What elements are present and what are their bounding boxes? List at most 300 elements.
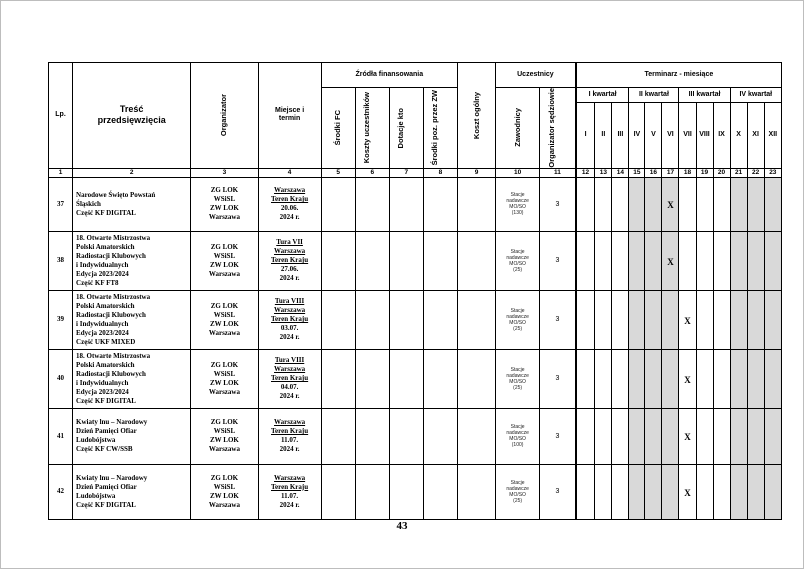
column-number: 12 — [576, 168, 595, 177]
zawodnicy-line: nadawcze — [506, 198, 529, 205]
organizator-line: ZG LOK — [210, 186, 239, 195]
month-cell-1 — [576, 349, 595, 408]
column-number: 9 — [457, 168, 495, 177]
zawodnicy-line: Stacje — [510, 192, 525, 199]
empty-cell — [457, 231, 495, 290]
row-sedziowie: 3 — [540, 464, 576, 519]
empty-cell — [355, 464, 389, 519]
organizator-line: ZW LOK — [209, 260, 239, 269]
column-number: 21 — [730, 168, 747, 177]
empty-cell — [423, 349, 457, 408]
column-number: 6 — [355, 168, 389, 177]
column-number: 1 — [49, 168, 73, 177]
month-cell-8 — [696, 408, 713, 464]
row-zawodnicy — [496, 231, 540, 290]
empty-cell — [423, 290, 457, 349]
column-number: 11 — [540, 168, 576, 177]
organizator-line: ZW LOK — [209, 378, 239, 387]
month-cell-4 — [629, 290, 645, 349]
column-number: 22 — [747, 168, 764, 177]
schedule-mark: X — [684, 487, 691, 498]
month-cell-9 — [713, 464, 730, 519]
tresc-line: Radiostacji Klubowych — [76, 310, 146, 319]
zawodnicy-line: Stacje — [510, 479, 525, 486]
month-cell-5 — [645, 408, 662, 464]
month-cell-8 — [696, 290, 713, 349]
miejsce-line: Teren Kraju — [271, 315, 309, 324]
month-cell-1 — [576, 177, 595, 231]
empty-cell — [321, 349, 355, 408]
header-zawodnicy: Zawodnicy — [496, 88, 540, 169]
header-month-4: IV — [629, 103, 645, 168]
page-number: 43 — [396, 520, 408, 532]
zawodnicy-line: Stacje — [510, 307, 525, 314]
tresc-line: Śląskich — [76, 199, 101, 208]
header-quarter-3: III kwartał — [679, 88, 730, 103]
tresc-line: Polski Amatorskich — [76, 301, 135, 310]
column-number: 19 — [696, 168, 713, 177]
month-cell-8 — [696, 349, 713, 408]
month-cell-4 — [629, 231, 645, 290]
header-quarter-2: II kwartał — [629, 88, 679, 103]
header-srodki-fc: Środki FC — [321, 88, 355, 169]
empty-cell — [423, 231, 457, 290]
month-cell-5 — [645, 231, 662, 290]
empty-cell — [423, 408, 457, 464]
header-zrodla: Źródła finansowania — [321, 63, 457, 88]
header-koszt-ogolny: Koszt ogólny — [457, 63, 495, 169]
organizator-line: Warszawa — [208, 500, 240, 509]
miejsce-line: Warszawa — [274, 186, 306, 195]
row-lp: 37 — [49, 177, 73, 231]
organizator-line: Warszawa — [208, 445, 240, 454]
month-cell-4 — [629, 349, 645, 408]
row-tresc — [73, 231, 191, 290]
miejsce-line: Warszawa — [274, 306, 306, 315]
empty-cell — [321, 177, 355, 231]
column-number: 8 — [423, 168, 457, 177]
miejsce-line: 2024 r. — [279, 392, 300, 401]
organizator-line: Warszawa — [208, 328, 240, 337]
column-number: 4 — [258, 168, 321, 177]
organizator-line: WSiSL — [213, 195, 236, 204]
empty-cell — [457, 177, 495, 231]
tresc-line: Część KF DIGITAL — [76, 208, 136, 217]
tresc-line: i Indywidualnych — [76, 378, 129, 387]
month-cell-7 — [679, 231, 696, 290]
zawodnicy-line: MO/SO — [509, 378, 526, 385]
miejsce-line: 2024 r. — [279, 500, 300, 509]
empty-cell — [389, 464, 423, 519]
row-sedziowie: 3 — [540, 290, 576, 349]
organizator-line: Warszawa — [208, 269, 240, 278]
tresc-line: Część KF CW/SSB — [76, 445, 133, 454]
row-tresc — [73, 349, 191, 408]
organizator-line: WSiSL — [213, 310, 236, 319]
month-cell-1 — [576, 464, 595, 519]
header-month-9: IX — [713, 103, 730, 168]
header-month-5: V — [645, 103, 662, 168]
header-month-3: III — [612, 103, 629, 168]
column-number: 23 — [764, 168, 781, 177]
month-cell-7 — [679, 177, 696, 231]
schedule-mark: X — [667, 256, 674, 267]
month-cell-5 — [645, 290, 662, 349]
organizator-line: ZG LOK — [210, 360, 239, 369]
zawodnicy-line: MO/SO — [509, 436, 526, 443]
tresc-line: Narodowe Święto Powstań — [76, 190, 156, 199]
empty-cell — [321, 290, 355, 349]
month-cell-12 — [764, 290, 781, 349]
month-cell-12 — [764, 408, 781, 464]
header-dotacje: Dotacje kto — [389, 88, 423, 169]
month-cell-12 — [764, 177, 781, 231]
row-zawodnicy — [496, 290, 540, 349]
zawodnicy-line: nadawcze — [506, 313, 529, 320]
month-cell-5 — [645, 177, 662, 231]
table-row — [49, 464, 782, 519]
row-miejsce — [258, 464, 321, 519]
header-month-1: I — [576, 103, 595, 168]
month-cell-2 — [595, 177, 612, 231]
zawodnicy-line: (100) — [511, 442, 524, 449]
empty-cell — [321, 464, 355, 519]
tresc-line: 18. Otwarte Mistrzostwa — [76, 233, 151, 242]
row-tresc — [73, 290, 191, 349]
month-cell-10 — [730, 231, 747, 290]
table-row — [49, 231, 782, 290]
row-miejsce — [258, 408, 321, 464]
month-cell-1 — [576, 290, 595, 349]
tresc-line: Część KF DIGITAL — [76, 500, 136, 509]
month-cell-10 — [730, 408, 747, 464]
month-cell-7 — [679, 290, 696, 349]
schedule-mark: X — [684, 432, 691, 443]
month-cell-9 — [713, 408, 730, 464]
zawodnicy-line: (25) — [513, 497, 523, 504]
header-quarter-1: I kwartał — [576, 88, 629, 103]
tresc-line: Kwiaty lnu – Narodowy — [76, 418, 148, 427]
zawodnicy-line: MO/SO — [509, 491, 526, 498]
row-tresc — [73, 408, 191, 464]
zawodnicy-line: MO/SO — [509, 319, 526, 326]
miejsce-line: Warszawa — [274, 473, 306, 482]
header-month-2: II — [595, 103, 612, 168]
tresc-line: Kwiaty lnu – Narodowy — [76, 473, 148, 482]
row-organizator — [191, 408, 258, 464]
organizator-line: Warszawa — [208, 213, 240, 222]
schedule-mark: X — [684, 374, 691, 385]
month-cell-11 — [747, 231, 764, 290]
header-organizator: Organizator — [191, 63, 258, 169]
empty-cell — [355, 408, 389, 464]
row-sedziowie: 3 — [540, 408, 576, 464]
column-number: 14 — [612, 168, 629, 177]
header-month-8: VIII — [696, 103, 713, 168]
tresc-line: 18. Otwarte Mistrzostwa — [76, 351, 151, 360]
miejsce-line: Teren Kraju — [271, 427, 309, 436]
row-miejsce — [258, 290, 321, 349]
empty-cell — [321, 231, 355, 290]
month-cell-4 — [629, 408, 645, 464]
tresc-line: Część KF DIGITAL — [76, 396, 136, 405]
organizator-line: ZG LOK — [210, 301, 239, 310]
empty-cell — [389, 408, 423, 464]
column-number: 3 — [191, 168, 258, 177]
column-number: 18 — [679, 168, 696, 177]
organizator-line: ZW LOK — [209, 436, 239, 445]
zawodnicy-line: nadawcze — [506, 485, 529, 492]
row-organizator — [191, 464, 258, 519]
month-cell-3 — [612, 290, 629, 349]
zawodnicy-line: (25) — [513, 384, 523, 391]
month-cell-6 — [662, 408, 679, 464]
miejsce-line: 2024 r. — [279, 213, 300, 222]
month-cell-9 — [713, 231, 730, 290]
month-cell-5 — [645, 349, 662, 408]
header-koszty-uczestnikow: Koszty uczestników — [355, 88, 389, 169]
month-cell-3 — [612, 464, 629, 519]
header-srodki-poz: Środki poz. przez ZW — [423, 88, 457, 169]
month-cell-2 — [595, 464, 612, 519]
month-cell-2 — [595, 349, 612, 408]
header-organizator-sedziowie: Organizator sędziowie — [540, 88, 576, 169]
tresc-line: Polski Amatorskich — [76, 242, 135, 251]
organizator-line: ZW LOK — [209, 491, 239, 500]
month-cell-3 — [612, 231, 629, 290]
month-cell-9 — [713, 177, 730, 231]
month-cell-11 — [747, 349, 764, 408]
header-month-11: XI — [747, 103, 764, 168]
month-cell-11 — [747, 177, 764, 231]
organizator-line: WSiSL — [213, 369, 236, 378]
month-cell-10 — [730, 349, 747, 408]
zawodnicy-line: (25) — [513, 266, 523, 273]
row-zawodnicy — [496, 177, 540, 231]
empty-cell — [457, 349, 495, 408]
row-zawodnicy — [496, 464, 540, 519]
empty-cell — [355, 231, 389, 290]
month-cell-3 — [612, 349, 629, 408]
empty-cell — [389, 349, 423, 408]
organizator-line: ZW LOK — [209, 204, 239, 213]
empty-cell — [457, 408, 495, 464]
schedule-mark: X — [684, 315, 691, 326]
row-miejsce — [258, 349, 321, 408]
month-cell-11 — [747, 464, 764, 519]
row-lp: 40 — [49, 349, 73, 408]
table-row — [49, 177, 782, 231]
month-cell-9 — [713, 349, 730, 408]
column-number: 17 — [662, 168, 679, 177]
month-cell-1 — [576, 231, 595, 290]
month-cell-8 — [696, 464, 713, 519]
organizator-line: WSiSL — [213, 482, 236, 491]
month-cell-1 — [576, 408, 595, 464]
miejsce-line: 2024 r. — [279, 274, 300, 283]
row-miejsce — [258, 231, 321, 290]
miejsce-line: Tura VIII — [274, 297, 305, 306]
month-cell-7 — [679, 349, 696, 408]
month-cell-3 — [612, 408, 629, 464]
tresc-line: Radiostacji Klubowych — [76, 369, 146, 378]
zawodnicy-line: (130) — [511, 210, 524, 217]
organizator-line: WSiSL — [213, 427, 236, 436]
row-sedziowie: 3 — [540, 231, 576, 290]
row-zawodnicy — [496, 349, 540, 408]
organizator-line: ZG LOK — [210, 242, 239, 251]
miejsce-line: 03.07. — [280, 324, 299, 333]
row-sedziowie: 3 — [540, 349, 576, 408]
empty-cell — [389, 177, 423, 231]
row-organizator — [191, 177, 258, 231]
miejsce-line: Teren Kraju — [271, 374, 309, 383]
zawodnicy-line: nadawcze — [506, 430, 529, 437]
zawodnicy-line: nadawcze — [506, 254, 529, 261]
organizator-line: ZG LOK — [210, 418, 239, 427]
row-lp: 38 — [49, 231, 73, 290]
miejsce-line: 04.07. — [280, 383, 299, 392]
tresc-line: Część KF FT8 — [76, 278, 119, 287]
month-cell-6 — [662, 464, 679, 519]
miejsce-line: Tura VII — [276, 238, 303, 247]
zawodnicy-line: (25) — [513, 325, 523, 332]
miejsce-line: 11.07. — [281, 436, 299, 445]
zawodnicy-line: MO/SO — [509, 204, 526, 211]
miejsce-line: Warszawa — [274, 418, 306, 427]
tresc-line: Dzień Pamięci Ofiar — [76, 482, 137, 491]
miejsce-line: 27.06. — [280, 265, 299, 274]
empty-cell — [355, 290, 389, 349]
empty-cell — [321, 408, 355, 464]
row-lp: 42 — [49, 464, 73, 519]
miejsce-line: Teren Kraju — [271, 482, 309, 491]
empty-cell — [423, 177, 457, 231]
header-month-7: VII — [679, 103, 696, 168]
month-cell-12 — [764, 349, 781, 408]
month-cell-2 — [595, 408, 612, 464]
month-cell-4 — [629, 464, 645, 519]
tresc-line: Polski Amatorskich — [76, 360, 135, 369]
row-sedziowie: 3 — [540, 177, 576, 231]
empty-cell — [457, 464, 495, 519]
row-tresc — [73, 464, 191, 519]
header-quarter-4: IV kwartał — [730, 88, 781, 103]
tresc-line: 18. Otwarte Mistrzostwa — [76, 292, 151, 301]
month-cell-8 — [696, 177, 713, 231]
month-cell-10 — [730, 464, 747, 519]
empty-cell — [389, 231, 423, 290]
tresc-line: i Indywidualnych — [76, 319, 129, 328]
empty-cell — [355, 349, 389, 408]
month-cell-12 — [764, 464, 781, 519]
header-lp: Lp. — [49, 63, 73, 169]
miejsce-line: Teren Kraju — [271, 256, 309, 265]
row-organizator — [191, 349, 258, 408]
row-lp: 41 — [49, 408, 73, 464]
month-cell-6 — [662, 290, 679, 349]
organizator-line: ZG LOK — [210, 473, 239, 482]
column-number: 10 — [496, 168, 540, 177]
zawodnicy-line: Stacje — [510, 248, 525, 255]
row-organizator — [191, 290, 258, 349]
column-number: 16 — [645, 168, 662, 177]
table-row — [49, 290, 782, 349]
zawodnicy-line: MO/SO — [509, 260, 526, 267]
row-miejsce — [258, 177, 321, 231]
empty-cell — [389, 290, 423, 349]
tresc-line: Edycja 2023/2024 — [76, 269, 129, 278]
month-cell-5 — [645, 464, 662, 519]
tresc-line: Ludobójstwa — [76, 436, 116, 445]
month-cell-7 — [679, 464, 696, 519]
month-cell-6 — [662, 349, 679, 408]
header-miejsce: Miejsce i termin — [258, 63, 321, 169]
schedule-table — [48, 62, 782, 520]
miejsce-line: 20.06. — [280, 204, 299, 213]
row-lp: 39 — [49, 290, 73, 349]
empty-cell — [423, 464, 457, 519]
zawodnicy-line: nadawcze — [506, 372, 529, 379]
header-month-10: X — [730, 103, 747, 168]
month-cell-2 — [595, 231, 612, 290]
table-row — [49, 349, 782, 408]
month-cell-11 — [747, 290, 764, 349]
month-cell-10 — [730, 290, 747, 349]
month-cell-7 — [679, 408, 696, 464]
month-cell-3 — [612, 177, 629, 231]
column-number: 2 — [73, 168, 191, 177]
tresc-line: Radiostacji Klubowych — [76, 251, 146, 260]
table-row — [49, 408, 782, 464]
column-number: 13 — [595, 168, 612, 177]
header-tresc: Treść przedsięwzięcia — [73, 63, 191, 169]
header-uczestnicy: Uczestnicy — [496, 63, 576, 88]
organizator-line: Warszawa — [208, 387, 240, 396]
month-cell-11 — [747, 408, 764, 464]
month-cell-4 — [629, 177, 645, 231]
miejsce-line: 11.07. — [281, 491, 299, 500]
row-tresc — [73, 177, 191, 231]
column-number: 5 — [321, 168, 355, 177]
tresc-line: i Indywidualnych — [76, 260, 129, 269]
column-number: 7 — [389, 168, 423, 177]
empty-cell — [457, 290, 495, 349]
miejsce-line: Tura VIII — [274, 356, 305, 365]
tresc-line: Edycja 2023/2024 — [76, 328, 129, 337]
month-cell-6 — [662, 231, 679, 290]
miejsce-line: 2024 r. — [279, 333, 300, 342]
month-cell-8 — [696, 231, 713, 290]
month-cell-9 — [713, 290, 730, 349]
organizator-line: WSiSL — [213, 251, 236, 260]
tresc-line: Edycja 2023/2024 — [76, 387, 129, 396]
column-number: 15 — [629, 168, 645, 177]
tresc-line: Ludobójstwa — [76, 491, 116, 500]
miejsce-line: Teren Kraju — [271, 195, 309, 204]
miejsce-line: 2024 r. — [279, 445, 300, 454]
month-cell-6 — [662, 177, 679, 231]
header-terminarz: Terminarz - miesiące — [576, 63, 782, 88]
row-zawodnicy — [496, 408, 540, 464]
miejsce-line: Warszawa — [274, 365, 306, 374]
tresc-line: Dzień Pamięci Ofiar — [76, 427, 137, 436]
schedule-mark: X — [667, 200, 674, 211]
column-number: 20 — [713, 168, 730, 177]
organizator-line: ZW LOK — [209, 319, 239, 328]
miejsce-line: Warszawa — [274, 247, 306, 256]
empty-cell — [355, 177, 389, 231]
